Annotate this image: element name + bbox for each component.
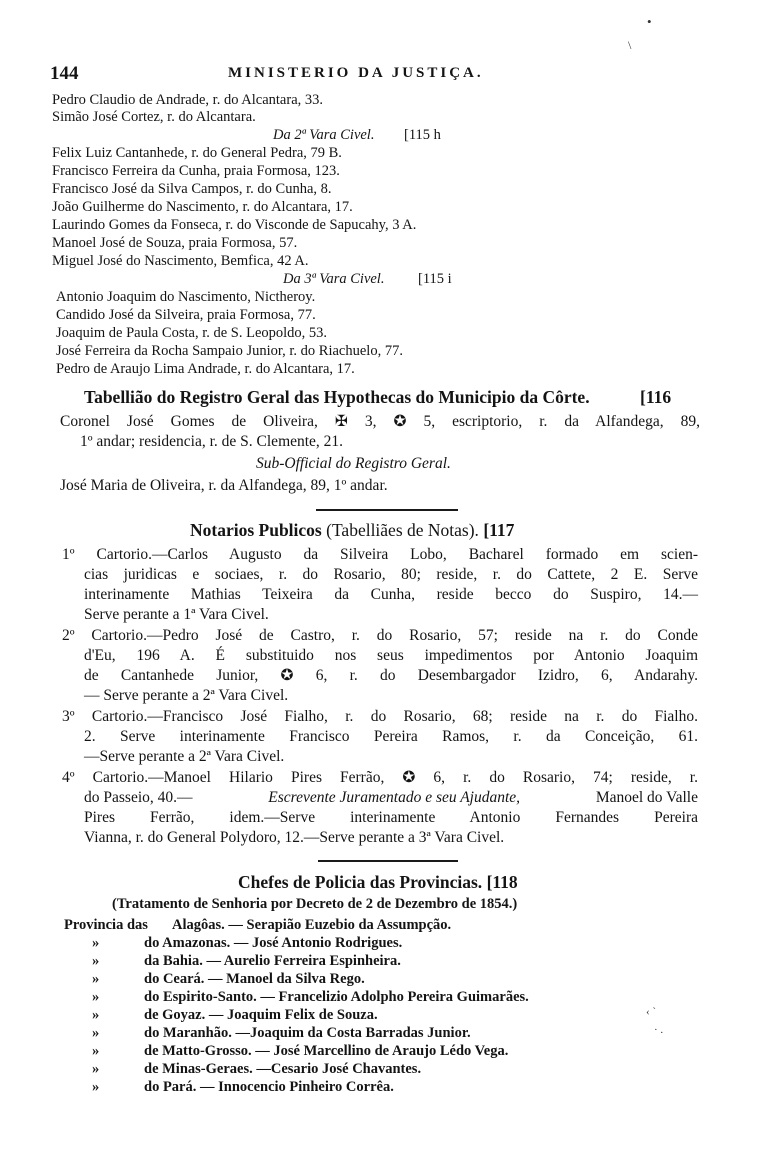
notary-text: do Passeio, 40.—	[84, 789, 193, 806]
notary-line: de Cantanhede Junior, ✪ 6, r. do Desembargador Izidro, 6, Andarahy.	[84, 667, 698, 684]
entry-line: Joaquim de Paula Costa, r. de S. Leopoldo, 53.	[56, 325, 328, 341]
province-entry: do Pará. — Innocencio Pinheiro Corrêa.	[144, 1079, 394, 1095]
section-heading-chefes	[238, 874, 518, 892]
page-number: 144	[50, 63, 79, 84]
province-label: Provincia das	[64, 917, 148, 933]
ditto-mark: »	[92, 953, 100, 969]
heading-text: Chefes de Policia das Provincias.	[238, 872, 483, 892]
ditto-mark: »	[92, 989, 100, 1005]
entry-line: José Ferreira da Rocha Sampaio Junior, r. do Riachuelo, 77.	[56, 343, 403, 359]
ditto-mark: »	[92, 935, 100, 951]
entry-line: Simão José Cortez, r. do Alcantara.	[52, 109, 256, 125]
notary-line: 2º Cartorio.—Pedro José de Castro, r. do Rosario, 57; reside na r. do Conde	[62, 627, 698, 644]
notary-line: 2. Serve interinamente Francisco Pereira Ramos, r. da Conceição, 61.	[84, 728, 698, 745]
entry-line: Candido José da Silveira, praia Formosa, 77.	[56, 307, 316, 323]
province-entry: Alagôas. — Serapião Euzebio da Assumpção.	[172, 917, 452, 933]
section-heading-tabelliao: Tabellião do Registro Geral das Hypothecas do Municipio da Côrte.	[84, 387, 590, 407]
section-ref: [115 i	[418, 271, 452, 287]
entry-line: Pedro Claudio de Andrade, r. do Alcantara, 33.	[52, 92, 324, 108]
print-speck: · .	[654, 1024, 664, 1036]
entry-line: Miguel José do Nascimento, Bemfica, 42 A.	[52, 253, 309, 269]
entry-line: Felix Luiz Cantanhede, r. do General Pedra, 79 B.	[52, 145, 342, 161]
ditto-mark: »	[92, 1025, 100, 1041]
notary-line: Vianna, r. do General Polydoro, 12.—Serve perante a 3ª Vara Civel.	[84, 829, 505, 846]
print-speck: \	[628, 38, 632, 52]
running-title: MINISTERIO DA JUSTIÇA.	[228, 65, 484, 81]
entry-line: Coronel José Gomes de Oliveira, ✠ 3, ✪ 5, escriptorio, r. da Alfandega, 89,	[60, 413, 700, 430]
divider	[316, 509, 458, 511]
section-title-vara2: Da 2ª Vara Civel.	[273, 127, 375, 143]
notary-line: 1º Cartorio.—Carlos Augusto da Silveira Lobo, Bacharel formado em scien-	[62, 546, 698, 563]
province-entry: de Minas-Geraes. —Cesario José Chavantes.	[144, 1061, 422, 1077]
notary-text: Manoel do Valle	[595, 789, 698, 806]
ditto-mark: »	[92, 1007, 100, 1023]
notary-line: cias juridicas e sociaes, r. do Rosario, 80; reside, r. do Cattete, 2 E. Serve	[84, 566, 698, 583]
notary-line: Pires Ferrão, idem.—Serve interinamente Antonio Fernandes Pereira	[84, 809, 698, 826]
notary-line: — Serve perante a 2ª Vara Civel.	[84, 687, 289, 704]
print-speck: •	[647, 14, 652, 29]
decree-note: (Tratamento de Senhoria por Decreto de 2 de Dezembro de 1854.)	[112, 896, 518, 912]
notary-line: interinamente Mathias Teixeira da Cunha, reside becco do Suspiro, 14.—	[84, 586, 698, 603]
entry-line: João Guilherme do Nascimento, r. do Alcantara, 17.	[52, 199, 353, 215]
heading-paren: (Tabelliães de Notas).	[326, 520, 479, 540]
entry-line: Pedro de Araujo Lima Andrade, r. do Alcantara, 17.	[56, 361, 355, 377]
section-title-vara3: Da 3ª Vara Civel.	[283, 271, 385, 287]
entry-line: Francisco Ferreira da Cunha, praia Formosa, 123.	[52, 163, 340, 179]
entry-line: Antonio Joaquim do Nascimento, Nictheroy.	[56, 289, 316, 305]
province-entry: do Maranhão. —Joaquim da Costa Barradas Junior.	[144, 1025, 471, 1041]
entry-line: 1º andar; residencia, r. de S. Clemente, 21.	[80, 433, 344, 450]
entry-line: Francisco José da Silva Campos, r. do Cunha, 8.	[52, 181, 332, 197]
province-entry: do Amazonas. — José Antonio Rodrigues.	[144, 935, 403, 951]
province-entry: do Espirito-Santo. — Francelizio Adolpho Pereira Guimarães.	[144, 989, 529, 1005]
notary-line: Serve perante a 1ª Vara Civel.	[84, 606, 269, 623]
section-ref: [117	[483, 520, 515, 540]
section-ref: [118	[486, 872, 518, 892]
notary-italic-text: Escrevente Juramentado e seu Ajudante,	[268, 789, 521, 806]
ditto-mark: »	[92, 971, 100, 987]
ditto-mark: »	[92, 1079, 100, 1095]
divider	[318, 860, 458, 862]
section-heading-notarios	[190, 522, 514, 540]
section-ref: [116	[640, 387, 672, 407]
notary-line: 3º Cartorio.—Francisco José Fialho, r. do Rosario, 68; reside na r. do Fialho.	[62, 708, 698, 725]
entry-line: Manoel José de Souza, praia Formosa, 57.	[52, 235, 298, 251]
province-entry: do Ceará. — Manoel da Silva Rego.	[144, 971, 365, 987]
sub-official-title: Sub-Official do Registro Geral.	[256, 455, 451, 472]
entry-line: José Maria de Oliveira, r. da Alfandega, 89, 1º andar.	[60, 477, 388, 494]
print-speck: ‹ ˋ	[646, 1006, 657, 1018]
notary-line-mixed	[84, 790, 698, 806]
heading-bold: Notarios Publicos	[190, 520, 322, 540]
province-entry: de Goyaz. — Joaquim Felix de Souza.	[144, 1007, 378, 1023]
entry-line: Laurindo Gomes da Fonseca, r. do Visconde de Sapucahy, 3 A.	[52, 217, 417, 233]
province-entry: de Matto-Grosso. — José Marcellino de Araujo Lédo Vega.	[144, 1043, 509, 1059]
ditto-mark: »	[92, 1061, 100, 1077]
province-entry: da Bahia. — Aurelio Ferreira Espinheira.	[144, 953, 401, 969]
notary-line: —Serve perante a 2ª Vara Civel.	[84, 748, 285, 765]
section-ref: [115 h	[404, 127, 441, 143]
notary-line: d'Eu, 196 A. É substituido nos seus impedimentos por Antonio Joaquim	[84, 647, 698, 664]
ditto-mark: »	[92, 1043, 100, 1059]
notary-line: 4º Cartorio.—Manoel Hilario Pires Ferrão, ✪ 6, r. do Rosario, 74; reside, r.	[62, 769, 698, 786]
